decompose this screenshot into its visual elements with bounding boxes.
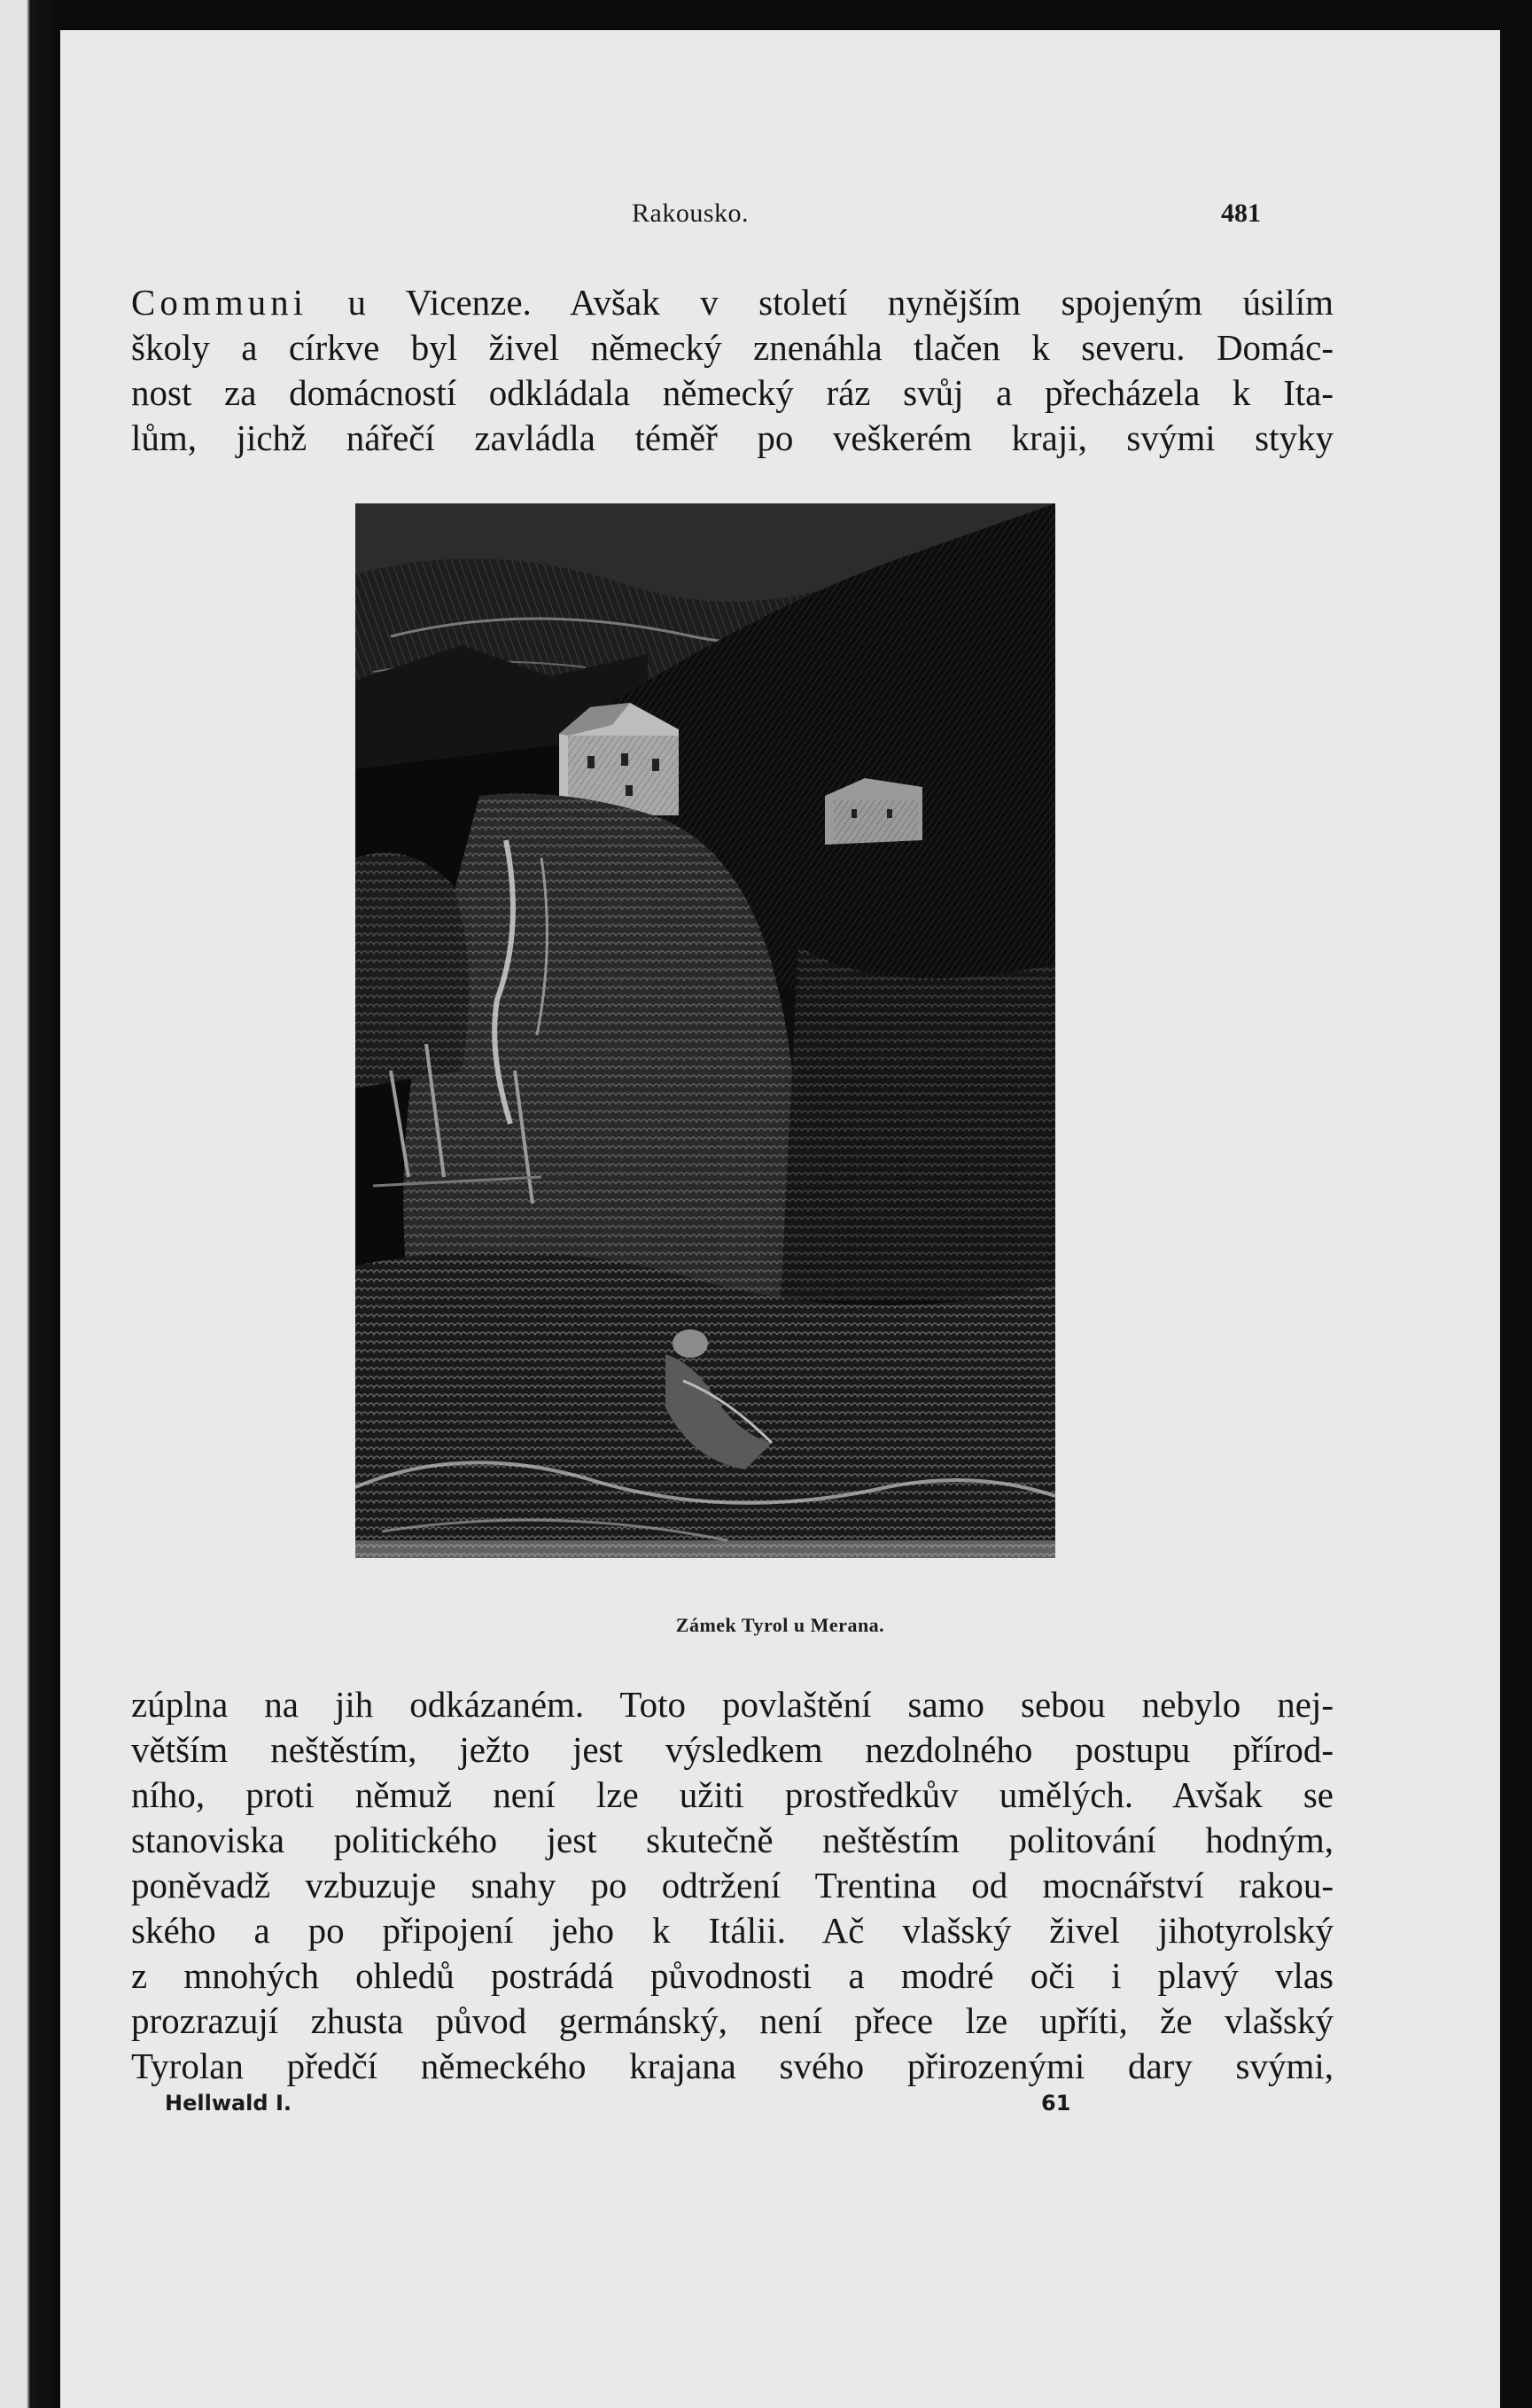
- text-line: zúplna na jih odkázaném. Toto povlaštění samo sebou nebylo nej-: [131, 1684, 1334, 1725]
- text-line: Tyrolan předčí německého krajana svého přirozenými dary svými,: [131, 2046, 1334, 2086]
- sheet-number: 61: [1041, 2091, 1071, 2116]
- text-line: nost za domácností odkládala německý ráz svůj a přecházela k Ita-: [131, 372, 1334, 413]
- text-line: z mnohých ohledů postrádá původnosti a modré oči i plavý vlas: [131, 1955, 1334, 1996]
- castle-engraving: [355, 503, 1055, 1558]
- line-rest: u Vicenze. Avšak v století nynějším spojeným úsilím: [307, 282, 1334, 323]
- page-footer: [60, 2091, 1500, 2126]
- printer-signature: Hellwald I.: [165, 2091, 292, 2116]
- text-line: větším neštěstím, ježto jest výsledkem nezdolného postupu přírod-: [131, 1729, 1334, 1770]
- spaced-word: Communi: [131, 282, 308, 323]
- scan-right-margin: [1500, 35, 1532, 2408]
- text-line: ního, proti němuž není lze užiti prostředkův umělých. Avšak se: [131, 1774, 1334, 1815]
- page-header: [60, 199, 1500, 234]
- top-paragraph: [131, 280, 1334, 461]
- text-line: stanoviska politického jest skutečně neštěstím politování hodným,: [131, 1820, 1334, 1860]
- running-title: Rakousko.: [632, 199, 749, 228]
- scan-left-margin: [0, 0, 60, 2408]
- text-line: ského a po připojení jeho k Itálii. Ač vlašský živel jihotyrolský: [131, 1910, 1334, 1951]
- book-page: [60, 30, 1500, 2408]
- text-line: školy a církve byl živel německý znenáhla tlačen k severu. Domác-: [131, 327, 1334, 368]
- engraving-illustration: [355, 503, 1055, 1558]
- page-number: 481: [1221, 199, 1261, 228]
- text-line: lům, jichž nářečí zavládla téměř po veškerém kraji, svými styky: [131, 417, 1334, 458]
- text-line: prozrazují zhusta původ germánský, není přece lze upříti, že vlašský: [131, 2000, 1334, 2041]
- bottom-paragraph: [131, 1682, 1334, 2089]
- figure-caption: Zámek Tyrol u Merana.: [675, 1614, 885, 1636]
- text-line: poněvadž vzbuzuje snahy po odtržení Trentina od mocnářství rakou-: [131, 1865, 1334, 1905]
- text-line: [131, 280, 1334, 325]
